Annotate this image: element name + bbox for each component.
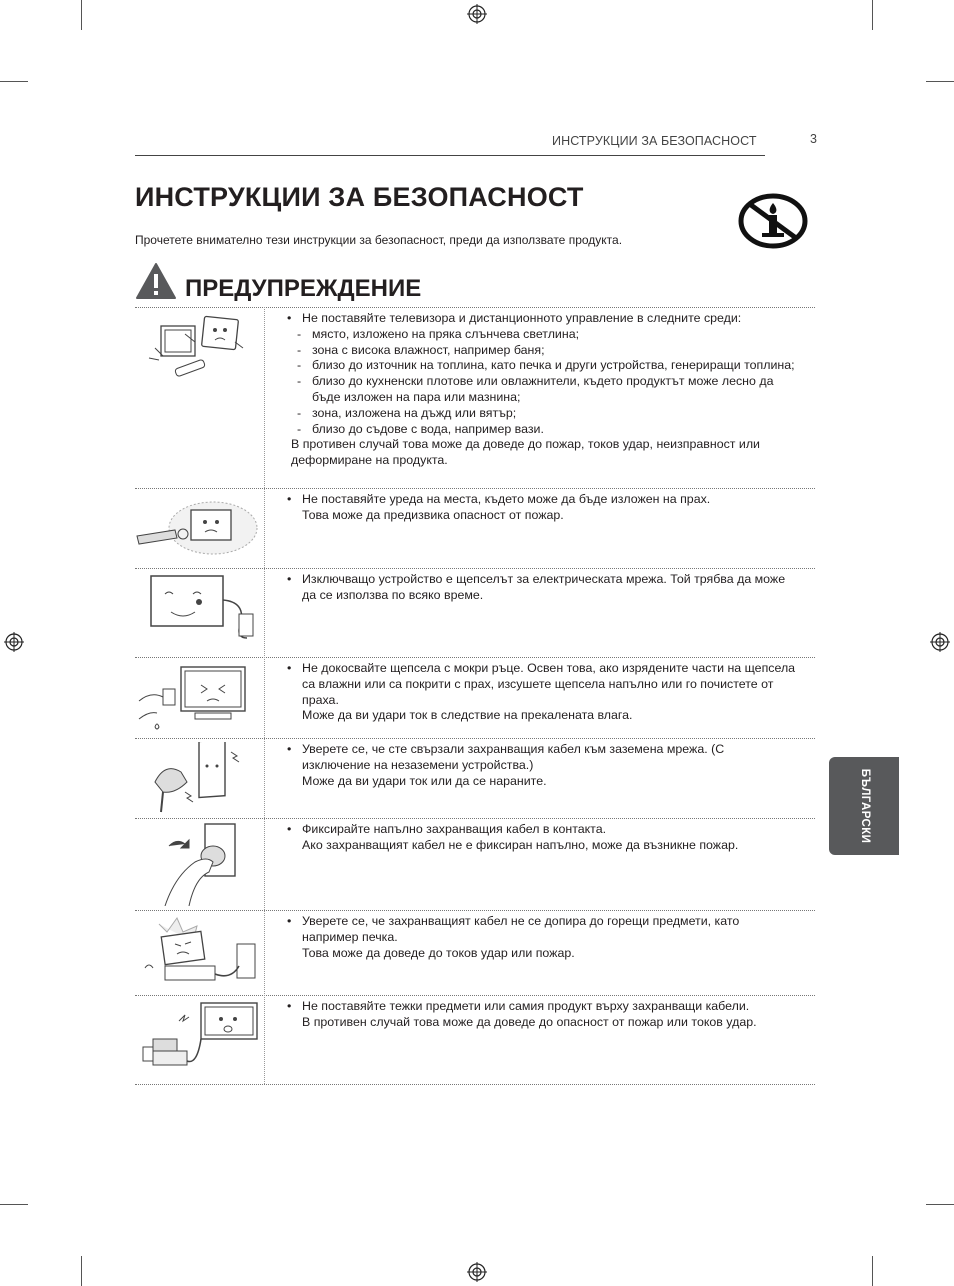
warning-item-disconnect: [286, 572, 796, 604]
crop-mark: [926, 1204, 954, 1205]
no-open-flame-icon: [738, 193, 808, 249]
bullet-text: • Не поставяйте уреда на места, където може да бъде изложен на прах.: [286, 492, 796, 508]
grounded-socket-illustration: [135, 742, 263, 814]
language-tab: [829, 757, 899, 855]
wet-hands-plug-illustration: [135, 661, 263, 733]
row-divider: [135, 1084, 815, 1085]
crop-mark: [81, 1256, 82, 1286]
dash-item: - близо до кухненски плотове или овлажнители, където продуктът може лесно да бъде изложен на пара или мазнина;: [286, 374, 796, 406]
dash-item: - зона с висока влажност, например баня;: [286, 343, 796, 359]
column-divider: [264, 307, 265, 1084]
page-title: ИНСТРУКЦИИ ЗА БЕЗОПАСНОСТ: [135, 182, 584, 212]
consequence-text: Може да ви удари ток в следствие на прекалената влага.: [302, 708, 633, 723]
dash-item: - близо до източник на топлина, като печка и други устройства, генериращи топлина;: [286, 358, 796, 374]
warning-item-environment: [286, 311, 796, 469]
consequence-text: Това може да предизвика опасност от пожар.: [302, 507, 564, 522]
crop-mark: [872, 0, 873, 30]
warning-item-heavy-objects: [286, 999, 796, 1031]
row-divider: [135, 818, 815, 819]
intro-text: Прочетете внимателно тези инструкции за безопасност, преди да използвате продукта.: [135, 233, 623, 247]
row-divider: [135, 568, 815, 569]
crop-mark: [0, 81, 28, 82]
hot-object-illustration: [135, 914, 263, 992]
consequence-text: Това може да доведе до токов удар или пожар.: [302, 945, 575, 960]
tv-in-sunlight-illustration: [135, 312, 263, 384]
row-divider: [135, 738, 815, 739]
bullet-text: • Уверете се, че захранващият кабел не се допира до горещи предмети, като например печка.: [286, 914, 796, 946]
row-divider: [135, 910, 815, 911]
dash-item: - близо до съдове с вода, например вази.: [286, 422, 796, 438]
warning-triangle-icon: [135, 262, 177, 300]
crop-mark: [872, 1256, 873, 1286]
registration-mark-icon: [467, 4, 487, 24]
warning-heading: ПРЕДУПРЕЖДЕНИЕ: [185, 275, 422, 302]
running-header: ИНСТРУКЦИИ ЗА БЕЗОПАСНОСТ: [552, 134, 757, 148]
page-number: 3: [810, 132, 817, 146]
row-divider: [135, 488, 815, 489]
bullet-text: • Фиксирайте напълно захранващия кабел в контакта.: [286, 822, 796, 838]
row-divider: [135, 307, 815, 308]
row-divider: [135, 995, 815, 996]
dusty-tv-illustration: [135, 494, 263, 564]
crop-mark: [81, 0, 82, 30]
consequence-text: В противен случай това може да доведе до опасност от пожар или токов удар.: [302, 1014, 757, 1029]
bullet-text: • Не поставяйте тежки предмети или самия продукт върху захранващи кабели.: [286, 999, 796, 1015]
warning-item-secure-cable: [286, 822, 796, 854]
registration-mark-icon: [4, 632, 24, 652]
language-tab-label: БЪЛГАРСКИ: [859, 768, 871, 844]
bullet-text: • Изключващо устройство е щепселът за електрическата мрежа. Той трябва да може да се използва по всяко време.: [286, 572, 796, 604]
plug-disconnect-illustration: [135, 572, 263, 652]
crop-mark: [926, 81, 954, 82]
consequence-text: Ако захранващият кабел не е фиксиран напълно, може да възникне пожар.: [302, 837, 739, 852]
plug-insert-illustration: [135, 822, 263, 906]
bullet-text: • Не докосвайте щепсела с мокри ръце. Освен това, ако изрядените части на щепсела са влажни или са покрити с прах, изсушете щепсела напълно или го почистете от праха.: [286, 661, 796, 708]
registration-mark-icon: [930, 632, 950, 652]
bullet-text: • Уверете се, че сте свързали захранващия кабел към заземена мрежа. (С изключение на незаземени устройства.): [286, 742, 796, 774]
dash-item: - място, изложено на пряка слънчева светлина;: [286, 327, 796, 343]
bullet-text: • Не поставяйте телевизора и дистанционното управление в следните среди:: [286, 311, 796, 327]
dash-item: - зона, изложена на дъжд или вятър;: [286, 406, 796, 422]
consequence-text: Може да ви удари ток или да се нараните.: [302, 773, 547, 788]
crop-mark: [0, 1204, 28, 1205]
row-divider: [135, 657, 815, 658]
heavy-object-cable-illustration: [135, 999, 263, 1079]
header-rule: [135, 155, 765, 156]
consequence-note: В противен случай това може да доведе до пожар, токов удар, неизправност или деформиране на продукта.: [291, 437, 760, 468]
warning-item-dust: [286, 492, 796, 524]
registration-mark-icon: [467, 1262, 487, 1282]
warning-item-hot-objects: [286, 914, 796, 961]
warning-item-grounding: [286, 742, 796, 789]
warning-item-wet-hands: [286, 661, 796, 724]
